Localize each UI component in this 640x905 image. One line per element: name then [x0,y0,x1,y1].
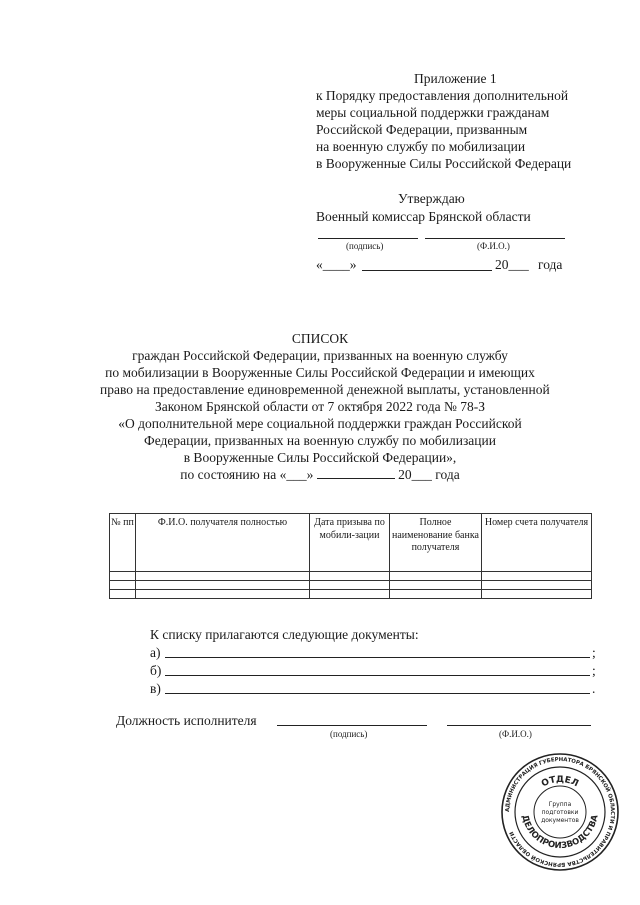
executor-name-caption: (Ф.И.О.) [499,729,532,739]
as-of-date-line [100,466,540,483]
header-call-date: Дата призыва по мобили-зации [310,514,390,572]
doc-item-a: а) [150,645,161,660]
documents-intro: К списку прилагаются следующие документы: [150,627,419,642]
stamp-dept-top: ОТДЕЛ [540,774,580,790]
appendix-block [316,70,616,172]
title-line: право на предоставление единовременной денежной выплаты, установленной [100,382,550,397]
signature-line [318,238,418,239]
stamp-ring-text: АДМИНИСТРАЦИЯ ГУБЕРНАТОРА БРЯНСКОЙ ОБЛАСТИ И ПРАВИТЕЛЬСТВА БРЯНСКОЙ ОБЛАСТИ [504,756,616,868]
date-month-line [362,270,492,271]
list-heading: СПИСОК [291,331,349,346]
doc-line-a [165,657,590,658]
header-full-name: Ф.И.О. получателя полностью [136,514,310,572]
doc-line-b [165,675,590,676]
appendix-line: Российской Федерации, призванным [316,122,528,137]
executor-name-line [447,725,591,726]
approve-label: Утверждаю [398,191,465,206]
list-title-block [100,330,550,483]
table-row [110,581,592,590]
executor-label: Должность исполнителя [116,713,257,728]
as-of-year-word: года [435,467,460,482]
title-line: граждан Российской Федерации, призванных на военную службу [132,348,508,363]
doc-end-b: ; [592,663,596,678]
header-bank-name: Полное наименование банка получателя [390,514,482,572]
appendix-line: к Порядку предоставления дополнительной [316,88,569,103]
table-row [110,572,592,581]
title-line: по мобилизации в Вооруженные Силы Российской Федерации и имеющих [105,365,535,380]
as-of-prefix: по состоянию на «___» [180,467,314,482]
as-of-month-line [317,466,395,479]
stamp-inner-line: Группа [548,801,572,808]
doc-item-c: в) [150,681,161,696]
date-open: «____» [316,257,357,272]
executor-signature-caption: (подпись) [330,729,368,739]
name-caption: (Ф.И.О.) [477,241,510,251]
as-of-year: 20___ [398,467,432,482]
title-line: «О дополнительной мере социальной поддержки граждан Российской [118,416,522,431]
doc-end-a: ; [592,645,596,660]
stamp-inner-line: подготовки [541,809,579,816]
date-year-word: года [538,257,563,272]
stamp-dept-bottom: ДЕЛОПРОИЗВОДСТВА [519,813,601,852]
executor-signature-line [277,725,427,726]
signature-caption: (подпись) [346,241,384,251]
doc-item-b: б) [150,663,162,678]
stamp-inner-line: документов [541,817,579,824]
approver-position: Военный комиссар Брянской области [316,209,531,224]
name-line [425,238,565,239]
doc-end-c: . [592,681,596,696]
table-row [110,590,592,599]
department-stamp [500,752,620,872]
doc-line-c [165,693,590,694]
header-account-number: Номер счета получателя [482,514,592,572]
title-line: Федерации, призванных на военную службу по мобилизации [144,433,496,448]
title-line: Законом Брянской области от 7 октября 2022 года № 78-З [154,399,486,414]
appendix-line: на военную службу по мобилизации [316,139,526,154]
appendix-line: в Вооруженные Силы Российской Федераци [316,156,572,171]
header-number: № пп [110,514,136,572]
date-year: 20___ [495,257,529,272]
title-line: в Вооруженные Силы Российской Федерации», [183,450,457,465]
appendix-title: Приложение 1 [414,71,497,86]
recipients-table [109,513,592,599]
appendix-line: меры социальной поддержки гражданам [316,105,550,120]
